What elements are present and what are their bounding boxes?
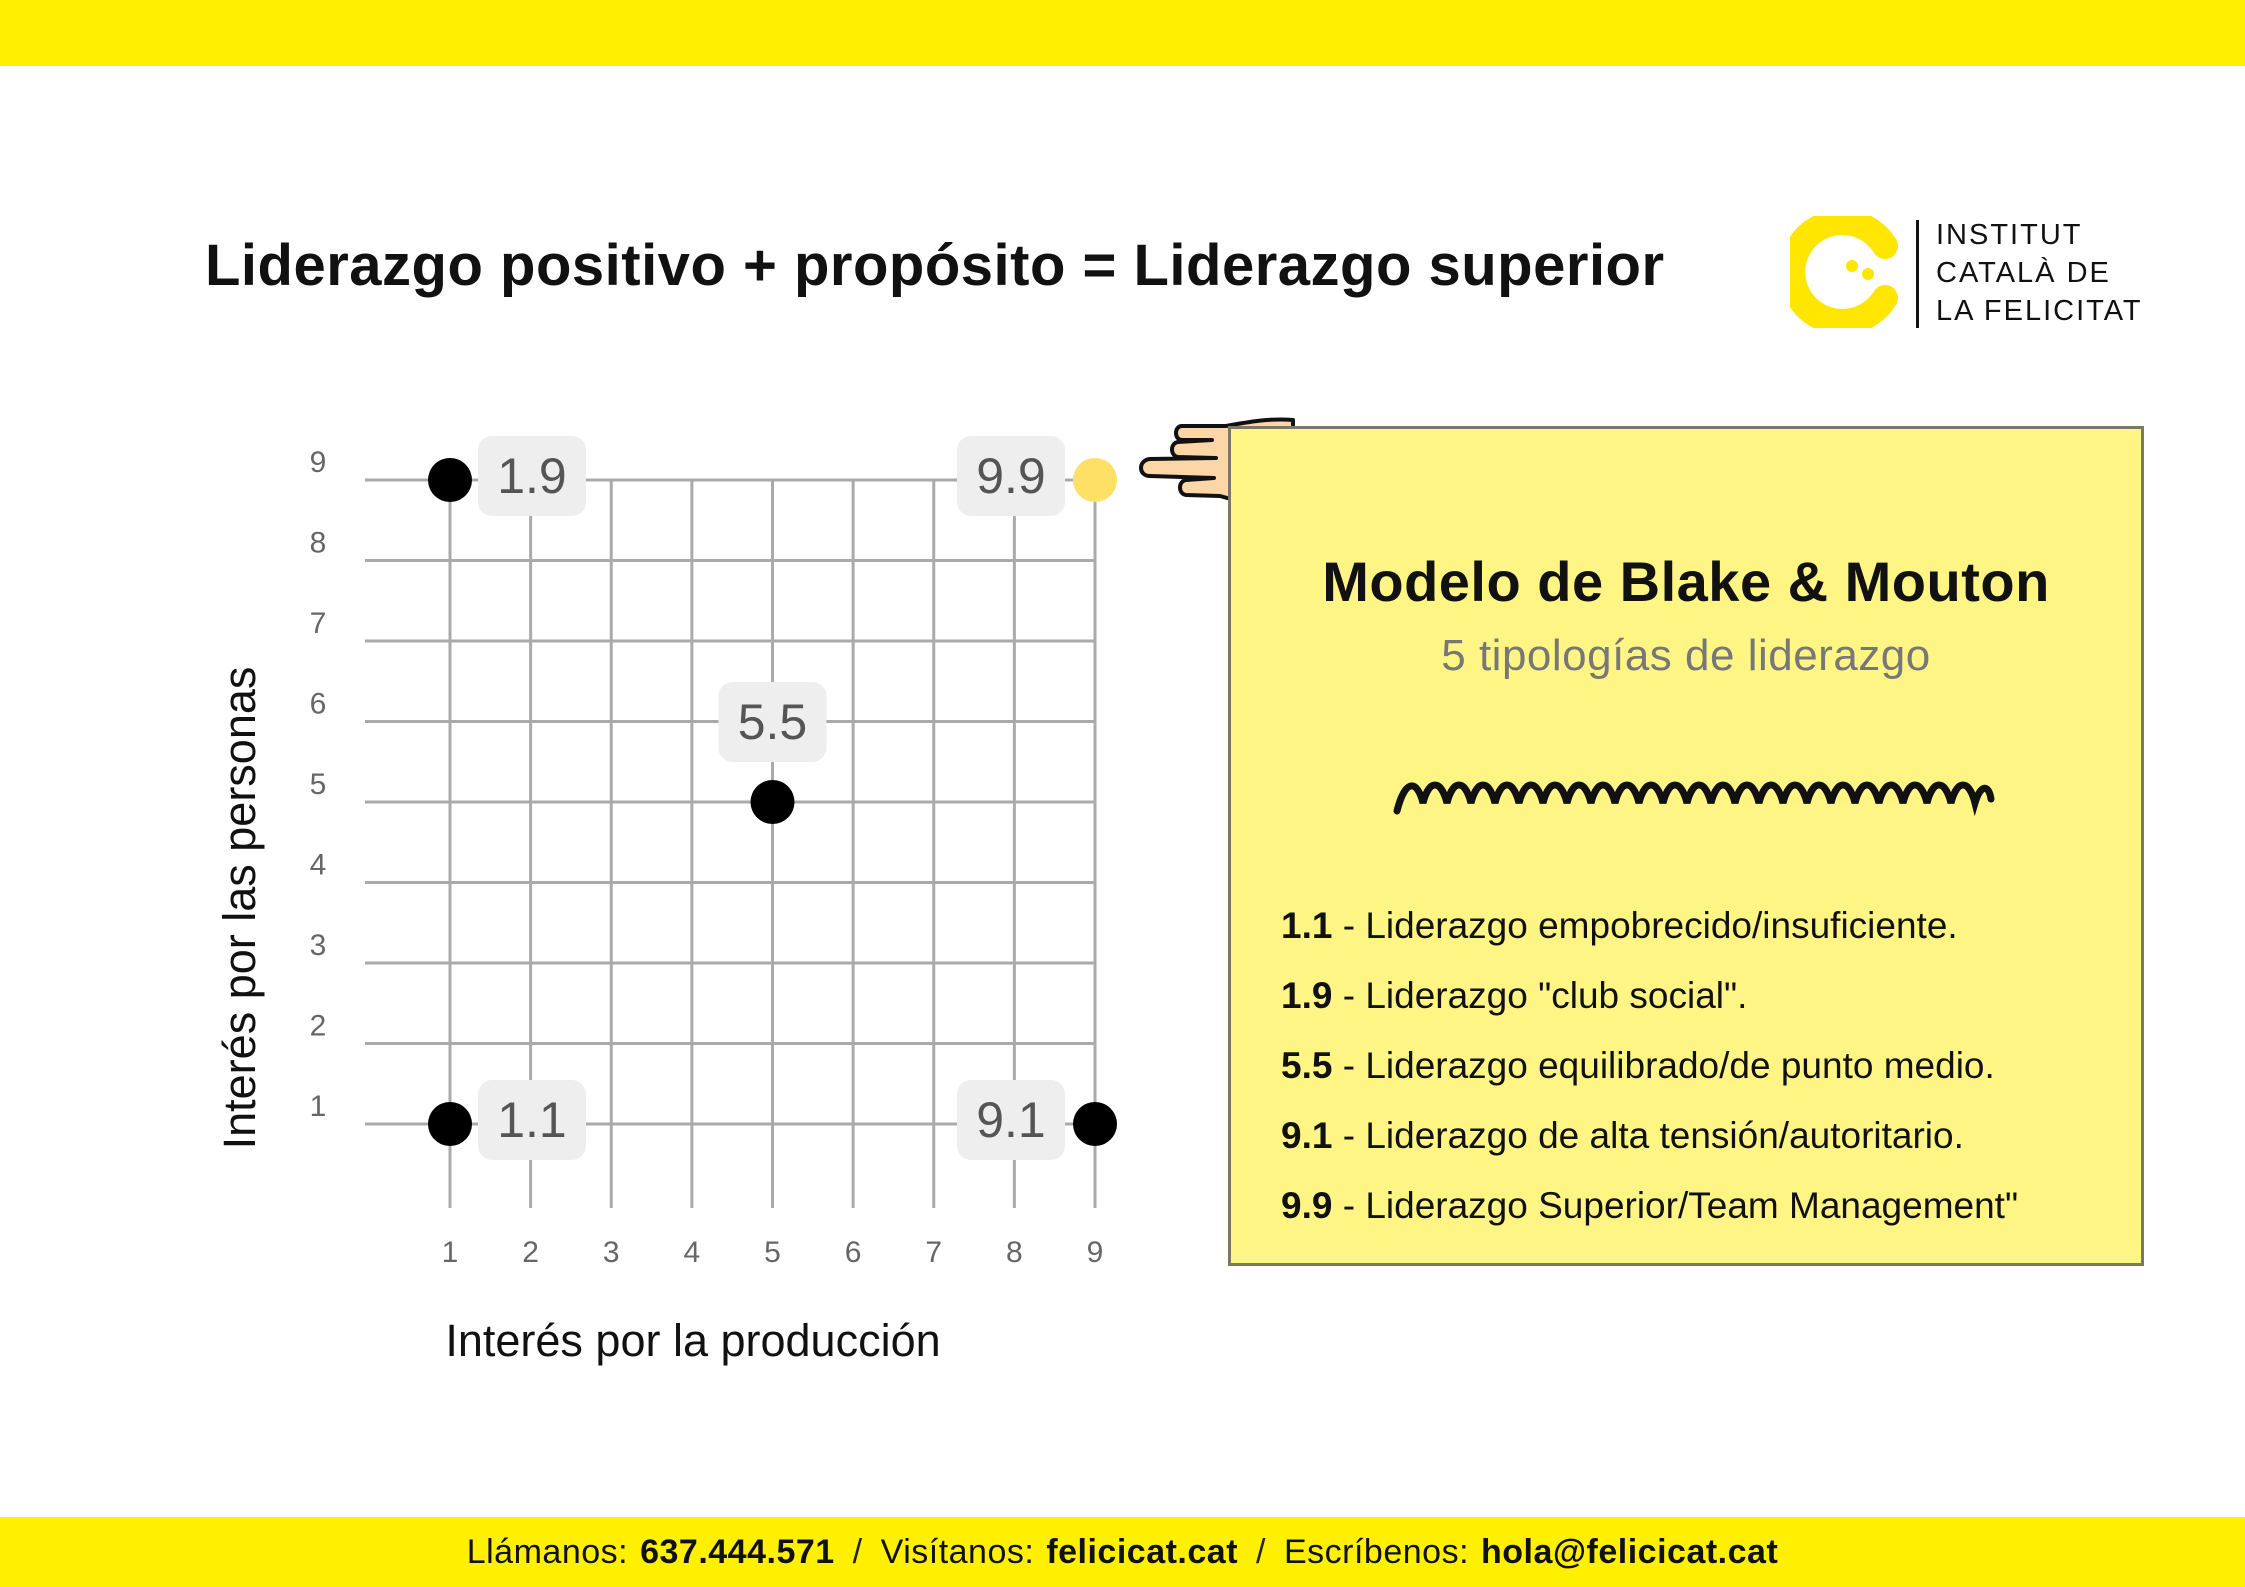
- x-tick-label: 7: [925, 1236, 943, 1269]
- x-tick-label: 4: [683, 1236, 701, 1269]
- legend-text: - Liderazgo Superior/Team Management": [1332, 1185, 2019, 1226]
- legend-text: - Liderazgo empobrecido/insuficiente.: [1332, 905, 1958, 946]
- x-tick-label: 1: [441, 1236, 459, 1269]
- legend-list: [1281, 891, 2141, 1241]
- x-axis-label: Interés por la producción: [445, 1315, 941, 1366]
- legend-item-1-9: [1281, 961, 2141, 1031]
- legend-item-9-1: [1281, 1101, 2141, 1171]
- y-tick-label: 1: [309, 1090, 327, 1123]
- x-tick-label: 6: [844, 1236, 862, 1269]
- footer-website-link[interactable]: felicicat.cat: [1046, 1532, 1239, 1571]
- data-point: [751, 780, 795, 824]
- data-point: [428, 1102, 472, 1146]
- data-label: 1.9: [497, 448, 567, 504]
- x-tick-label: 8: [1006, 1236, 1023, 1269]
- data-point: [1073, 458, 1117, 502]
- data-label: 9.9: [976, 448, 1046, 504]
- legend-code: 1.1: [1281, 905, 1333, 946]
- footer-visit-label: Visítanos:: [880, 1532, 1035, 1571]
- footer-call-label: Llámanos:: [466, 1532, 629, 1571]
- logo-line-3: LA FELICITAT: [1936, 295, 2143, 327]
- card-subtitle: 5 tipologías de liderazgo: [1441, 631, 1931, 680]
- logo-text: [1936, 216, 2143, 330]
- footer-write-label: Escríbenos:: [1283, 1532, 1470, 1571]
- footer-bar: [0, 1517, 2245, 1587]
- footer-separator: /: [852, 1532, 863, 1571]
- y-tick-label: 8: [309, 526, 327, 560]
- x-tick-label: 2: [522, 1236, 539, 1269]
- legend-item-1-1: [1281, 891, 2141, 961]
- logo-line-1: INSTITUT: [1936, 219, 2083, 251]
- legend-code: 9.1: [1281, 1115, 1333, 1156]
- y-tick-label: 2: [309, 1009, 327, 1043]
- logo-line-2: CATALÀ DE: [1936, 257, 2111, 289]
- y-axis-label: Interés por las personas: [214, 666, 265, 1150]
- footer-separator: /: [1256, 1532, 1266, 1571]
- x-tick-label: 5: [764, 1236, 781, 1269]
- y-tick-label: 9: [309, 446, 327, 479]
- x-tick-label: 9: [1086, 1236, 1104, 1269]
- legend-code: 1.9: [1281, 975, 1333, 1016]
- logo-divider: [1916, 220, 1919, 328]
- y-tick-label: 7: [309, 607, 327, 640]
- data-label: 9.1: [976, 1092, 1046, 1148]
- logo: [1790, 208, 2150, 338]
- leadership-grid-chart: [0, 0, 1200, 1400]
- legend-code: 5.5: [1281, 1045, 1333, 1086]
- data-point: [1073, 1102, 1117, 1146]
- y-tick-label: 5: [309, 768, 327, 801]
- y-tick-label: 4: [309, 848, 327, 882]
- logo-c-icon: [1790, 216, 1902, 328]
- legend-item-5-5: [1281, 1031, 2141, 1101]
- x-tick-label: 3: [602, 1236, 620, 1269]
- footer-phone[interactable]: 637.444.571: [640, 1532, 835, 1571]
- legend-text: - Liderazgo de alta tensión/autoritario.: [1332, 1115, 1964, 1156]
- legend-item-9-9: [1281, 1171, 2141, 1241]
- legend-text: - Liderazgo "club social".: [1332, 975, 1748, 1016]
- legend-card: [1228, 426, 2144, 1266]
- squiggle-divider: [1389, 759, 1999, 829]
- legend-text: - Liderazgo equilibrado/de punto medio.: [1332, 1045, 1995, 1086]
- legend-code: 9.9: [1281, 1185, 1333, 1226]
- card-title: Modelo de Blake & Mouton: [1322, 550, 2050, 613]
- data-point: [428, 458, 472, 502]
- data-label: 5.5: [737, 694, 808, 750]
- page-title: Liderazgo positivo + propósito = Liderazgo superior: [205, 233, 1665, 298]
- data-label: 1.1: [497, 1092, 567, 1148]
- footer-email-link[interactable]: hola@felicicat.cat: [1481, 1532, 1779, 1571]
- y-tick-label: 3: [309, 929, 327, 962]
- y-tick-label: 6: [309, 687, 327, 721]
